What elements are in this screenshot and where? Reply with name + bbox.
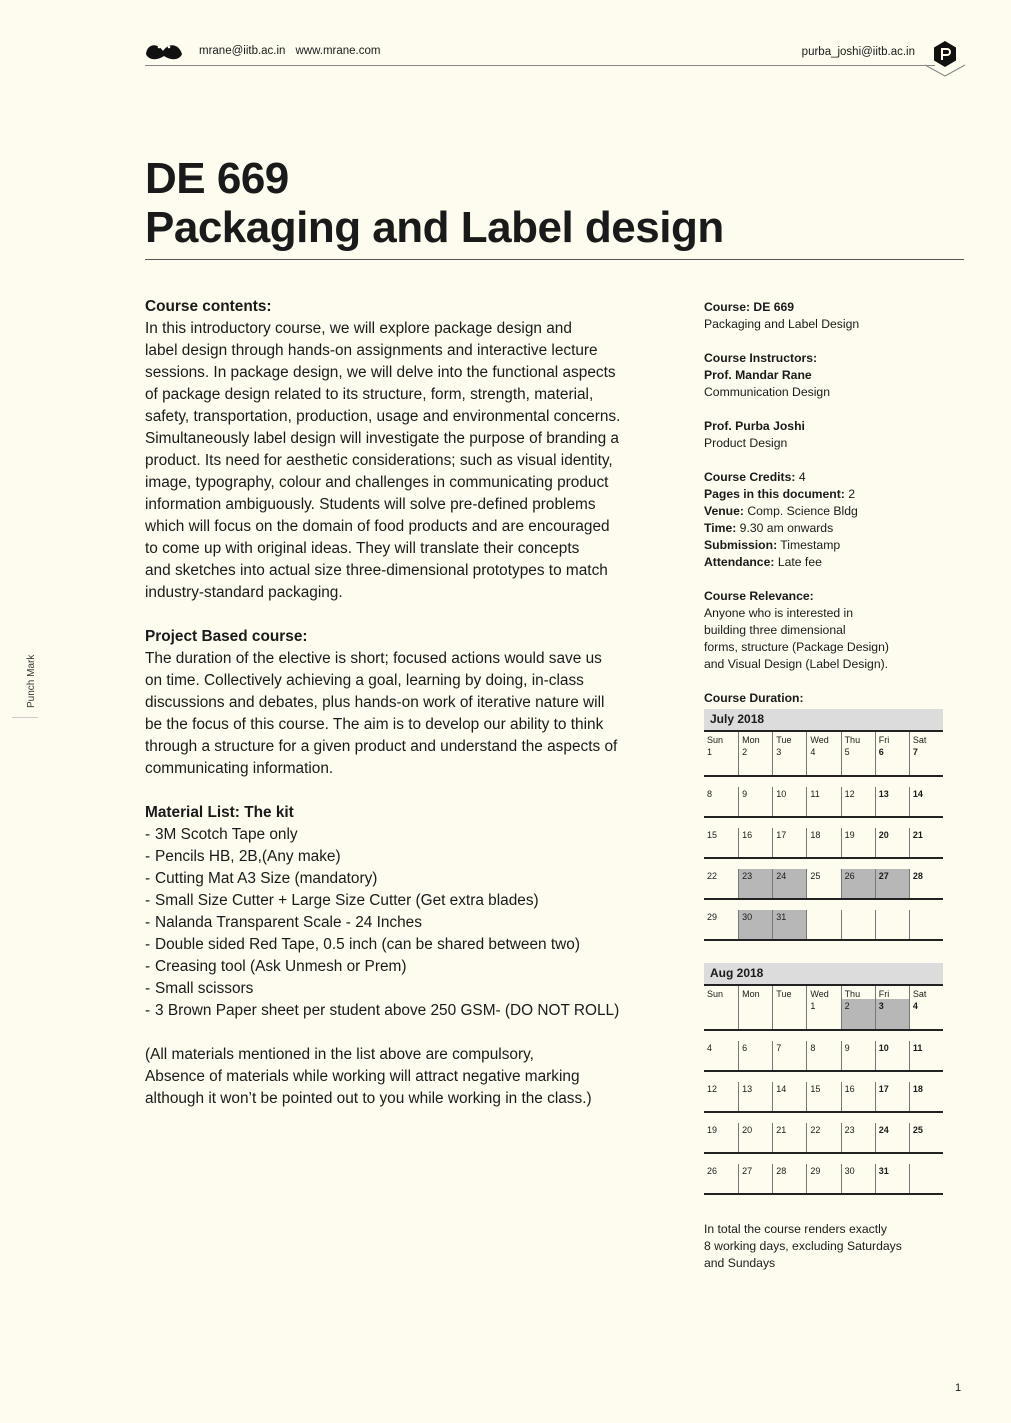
calendar-week-row	[704, 999, 943, 1031]
list-item: - Pencils HB, 2B,(Any make)	[145, 846, 680, 868]
list-item: - Creasing tool (Ask Unmesh or Prem)	[145, 956, 680, 978]
calendar-day-cell: 6	[738, 1041, 772, 1070]
detail-label: Course Credits:	[704, 470, 796, 484]
day-name: Thu	[841, 732, 875, 745]
relevance-label: Course Relevance:	[704, 589, 814, 603]
text-line: communicating information.	[145, 760, 334, 777]
calendar-day-cell: 17	[875, 1082, 909, 1111]
detail-value: 9.30 am onwards	[736, 521, 834, 535]
text-line: Simultaneously label design will investigate the purpose of branding a	[145, 430, 619, 447]
calendar-day-cell: 18	[909, 1082, 943, 1111]
calendar-day-cell: 27	[875, 869, 909, 898]
text-line: information ambiguously. Students will solve pre-defined problems	[145, 496, 596, 513]
project-based-heading: Project Based course:	[145, 628, 308, 645]
calendar-august	[704, 963, 943, 1195]
calendar-day-cell: 20	[875, 828, 909, 857]
calendar-week-row	[704, 745, 943, 777]
list-item: - Cutting Mat A3 Size (mandatory)	[145, 868, 680, 890]
instructor-1-name: Prof. Mandar Rane	[704, 368, 812, 382]
calendar-day-cell: 26	[841, 869, 875, 898]
course-total-note	[704, 1221, 944, 1272]
calendar-day-cell: 23	[738, 869, 772, 898]
calendar-day-cell	[806, 910, 840, 939]
instructor-1-dept: Communication Design	[704, 385, 830, 399]
calendar-day-cell: 21	[772, 1123, 806, 1152]
calendar-day-cell: 30	[841, 1164, 875, 1193]
calendar-day-cell: 19	[707, 1125, 718, 1135]
punch-mark-line	[12, 717, 38, 718]
instructors-label: Course Instructors:	[704, 351, 818, 365]
calendar-day-cell: 26	[707, 1166, 718, 1176]
calendar-day-cell: 31	[772, 910, 806, 939]
calendar-day-cell: 27	[738, 1164, 772, 1193]
text-line: building three dimensional	[704, 623, 846, 637]
detail-value: 2	[844, 487, 856, 501]
day-name: Tue	[772, 986, 806, 999]
punch-mark-label: Punch Mark	[26, 654, 37, 708]
detail-value: Late fee	[774, 555, 822, 569]
calendar-weeks	[704, 999, 943, 1195]
calendar-weeks	[704, 745, 943, 941]
calendar-day-cell: 18	[806, 828, 840, 857]
calendar-week-row	[704, 1082, 943, 1113]
course-contents-text	[145, 318, 680, 604]
calendar-day-cell: 13	[738, 1082, 772, 1111]
detail-pages	[704, 486, 944, 503]
detail-credits	[704, 469, 944, 486]
detail-venue	[704, 503, 944, 520]
duration-label: Course Duration:	[704, 691, 804, 705]
calendar-day-cell	[772, 999, 806, 1029]
calendar-day-cell: 14	[909, 787, 943, 816]
day-name: Tue	[772, 732, 806, 745]
calendar-day-cell: 8	[707, 789, 713, 799]
calendar-day-cell: 13	[875, 787, 909, 816]
course-contents-heading: Course contents:	[145, 298, 272, 315]
text-line: forms, structure (Package Design)	[704, 640, 889, 654]
materials-note	[145, 1044, 680, 1110]
text-line: The duration of the elective is short; focused actions would save us	[145, 650, 602, 667]
course-code-label: Course: DE 669	[704, 300, 795, 314]
text-line: and sketches into actual size three-dimensional prototypes to match	[145, 562, 608, 579]
list-item: - 3 Brown Paper sheet per student above 250 GSM- (DO NOT ROLL)	[145, 1000, 680, 1022]
calendar-day-cell: 16	[738, 828, 772, 857]
calendar-day-cell: 12	[841, 787, 875, 816]
text-line: which will focus on the domain of food products and are encouraged	[145, 518, 610, 535]
text-line: sessions. In package design, we will delve into the functional aspects	[145, 364, 616, 381]
calendar-day-cell: 2	[738, 745, 772, 775]
calendar-day-cell: 7	[909, 745, 943, 775]
calendar-day-cell: 15	[707, 830, 718, 840]
day-name: Sun	[707, 735, 724, 745]
day-name: Sat	[909, 986, 943, 999]
purba-logo-icon	[934, 41, 956, 67]
calendar-day-cell: 22	[707, 871, 718, 881]
text-line: to come up with original ideas. They will translate their concepts	[145, 540, 580, 557]
calendar-day-cell	[704, 999, 738, 1029]
detail-label: Attendance:	[704, 555, 775, 569]
main-content	[145, 296, 680, 1110]
text-line: safety, transportation, production, usage and environmental concerns.	[145, 408, 621, 425]
text-line: Anyone who is interested in	[704, 606, 854, 620]
detail-time	[704, 520, 944, 537]
detail-attendance	[704, 554, 944, 571]
calendar-day-cell	[738, 999, 772, 1029]
calendar-day-cell: 22	[806, 1123, 840, 1152]
calendar-day-cell: 16	[841, 1082, 875, 1111]
mrane-logo-icon	[145, 40, 183, 62]
header-contacts-left	[145, 40, 380, 62]
text-line: 8 working days, excluding Saturdays	[704, 1239, 902, 1253]
calendar-day-cell	[909, 1164, 943, 1193]
calendar-day-cell: 4	[909, 999, 943, 1029]
text-line: although it won’t be pointed out to you while working in the class.)	[145, 1090, 592, 1107]
text-line: In total the course renders exactly	[704, 1222, 887, 1236]
calendar-july	[704, 709, 943, 941]
header-website[interactable]: www.mrane.com	[295, 45, 381, 57]
calendar-day-cell	[841, 910, 875, 939]
day-name: Wed	[806, 986, 840, 999]
project-based-text	[145, 648, 680, 780]
text-line: product. Its need for aesthetic considerations; such as visual identity,	[145, 452, 613, 469]
calendar-day-cell: 12	[707, 1084, 718, 1094]
calendar-day-cell: 11	[909, 1041, 943, 1070]
calendar-day-cell: 31	[875, 1164, 909, 1193]
header-email-right[interactable]: purba_joshi@iitb.ac.in	[801, 46, 915, 58]
page-title	[145, 154, 724, 252]
day-name: Fri	[875, 986, 909, 999]
calendar-day-cell: 1	[806, 999, 840, 1029]
text-line: discussions and debates, plus hands-on work of iterative nature will	[145, 694, 605, 711]
calendar-title: Aug 2018	[704, 963, 943, 986]
calendar-day-cell	[875, 910, 909, 939]
calendar-day-cell: 11	[806, 787, 840, 816]
course-info-sidebar	[704, 299, 944, 1272]
text-line: on time. Collectively achieving a goal, learning by doing, in-class	[145, 672, 584, 689]
calendar-day-header	[704, 986, 943, 999]
material-list-heading: Material List: The kit	[145, 804, 294, 821]
calendar-day-cell: 4	[806, 745, 840, 775]
calendar-title: July 2018	[704, 709, 943, 732]
list-item: - Nalanda Transparent Scale - 24 Inches	[145, 912, 680, 934]
text-line: In this introductory course, we will explore package design and	[145, 320, 572, 337]
calendar-day-cell: 29	[806, 1164, 840, 1193]
text-line: industry-standard packaging.	[145, 584, 343, 601]
text-line: of package design related to its structure, form, strength, material,	[145, 386, 594, 403]
day-name: Thu	[841, 986, 875, 999]
detail-value: Comp. Science Bldg	[743, 504, 858, 518]
calendar-day-cell	[909, 910, 943, 939]
calendar-day-cell: 1	[707, 747, 713, 757]
instructor-2-name: Prof. Purba Joshi	[704, 419, 805, 433]
calendar-day-cell: 5	[841, 745, 875, 775]
day-name: Wed	[806, 732, 840, 745]
course-name: Packaging and Label Design	[704, 317, 860, 331]
calendar-day-cell: 30	[738, 910, 772, 939]
calendar-day-cell: 9	[738, 787, 772, 816]
calendar-day-cell: 10	[772, 787, 806, 816]
text-line: be the focus of this course. The aim is to develop our ability to think	[145, 716, 604, 733]
text-line: (All materials mentioned in the list above are compulsory,	[145, 1046, 534, 1063]
instructor-2-dept: Product Design	[704, 436, 788, 450]
detail-value: Timestamp	[777, 538, 841, 552]
calendar-day-cell: 25	[909, 1123, 943, 1152]
calendar-day-cell: 17	[772, 828, 806, 857]
calendar-day-cell: 7	[772, 1041, 806, 1070]
material-list	[145, 824, 680, 1022]
day-name: Sat	[909, 732, 943, 745]
calendar-day-cell: 28	[772, 1164, 806, 1193]
calendar-week-row	[704, 869, 943, 900]
detail-submission	[704, 537, 944, 554]
calendar-day-cell: 6	[875, 745, 909, 775]
day-name: Mon	[738, 986, 772, 999]
text-line: and Visual Design (Label Design).	[704, 657, 889, 671]
header-divider	[145, 65, 935, 66]
detail-label: Submission:	[704, 538, 778, 552]
calendar-day-cell: 28	[909, 869, 943, 898]
detail-label: Time:	[704, 521, 737, 535]
calendar-day-cell: 2	[841, 999, 875, 1029]
calendar-day-cell: 8	[806, 1041, 840, 1070]
calendar-day-cell: 15	[806, 1082, 840, 1111]
day-name: Fri	[875, 732, 909, 745]
text-line: and Sundays	[704, 1256, 776, 1270]
calendar-day-cell: 3	[875, 999, 909, 1029]
calendar-day-cell: 25	[806, 869, 840, 898]
detail-label: Venue:	[704, 504, 744, 518]
list-item: - Double sided Red Tape, 0.5 inch (can be shared between two)	[145, 934, 680, 956]
text-line: through a structure for a given product and understand the aspects of	[145, 738, 618, 755]
list-item: - 3M Scotch Tape only	[145, 824, 680, 846]
calendar-week-row	[704, 1164, 943, 1195]
header-email-left[interactable]: mrane@iitb.ac.in	[199, 45, 286, 57]
calendar-week-row	[704, 1123, 943, 1154]
calendar-day-cell: 24	[875, 1123, 909, 1152]
day-name: Sun	[707, 989, 724, 999]
page-number: 1	[955, 1382, 962, 1394]
calendar-week-row	[704, 1041, 943, 1072]
calendar-day-header	[704, 732, 943, 745]
calendar-day-cell: 9	[841, 1041, 875, 1070]
calendar-day-cell: 3	[772, 745, 806, 775]
calendar-week-row	[704, 910, 943, 941]
calendar-day-cell: 4	[707, 1043, 713, 1053]
detail-label: Pages in this document:	[704, 487, 845, 501]
calendar-day-cell: 24	[772, 869, 806, 898]
list-item: - Small scissors	[145, 978, 680, 1000]
text-line: label design through hands-on assignments and interactive lecture	[145, 342, 598, 359]
text-line: image, typography, colour and challenges in communicating product	[145, 474, 609, 491]
calendar-day-cell: 19	[841, 828, 875, 857]
title-divider	[145, 259, 964, 260]
calendar-day-cell: 23	[841, 1123, 875, 1152]
text-line: Absence of materials while working will attract negative marking	[145, 1068, 580, 1085]
day-name: Mon	[738, 732, 772, 745]
calendar-day-cell: 20	[738, 1123, 772, 1152]
course-code-title: DE 669	[145, 154, 289, 203]
calendar-day-cell: 29	[707, 912, 718, 922]
detail-value: 4	[795, 470, 806, 484]
calendar-week-row	[704, 828, 943, 859]
calendar-week-row	[704, 787, 943, 818]
course-name-title: Packaging and Label design	[145, 203, 724, 252]
calendar-day-cell: 10	[875, 1041, 909, 1070]
calendar-day-cell: 14	[772, 1082, 806, 1111]
list-item: - Small Size Cutter + Large Size Cutter (Get extra blades)	[145, 890, 680, 912]
calendar-day-cell: 21	[909, 828, 943, 857]
